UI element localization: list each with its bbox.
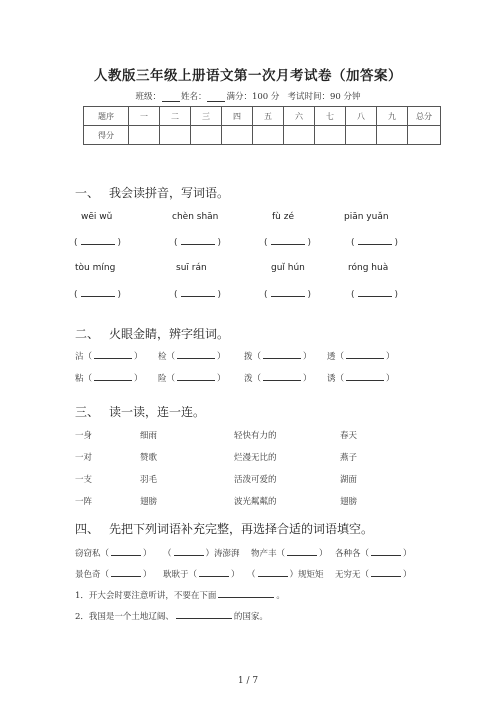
score-cell[interactable] [346,126,377,145]
fill-word-1[interactable]: 窃窃私（ ） [75,549,152,559]
answer-blank-2[interactable]: ( ) [174,238,222,248]
section1-title: 我会读拼音，写词语。 [109,186,230,200]
word-group-1[interactable]: 沾（ ） [75,352,143,362]
section4-title: 先把下列词语补充完整，再选择合适的词语填空。 [109,522,374,536]
pinyin-4: piān yuǎn [344,212,389,222]
score-cell[interactable] [284,126,315,145]
score-cell[interactable] [222,126,253,145]
match-measure-3[interactable]: 一支 [75,475,93,485]
answer-blank-7[interactable]: ( ) [264,290,312,300]
section3-title: 读一读，连一连。 [109,405,206,419]
match-measure-2[interactable]: 一对 [75,453,93,463]
match-noun-3[interactable]: 羽毛 [140,475,158,485]
section2-number: 二、 [75,327,100,341]
match-adj-4[interactable]: 波光粼粼的 [234,497,277,507]
match-target-3[interactable]: 湖面 [340,475,358,485]
score-header-cell: 四 [222,107,253,126]
word-group-7[interactable]: 泼（ ） [244,374,312,384]
score-header-cell: 九 [377,107,408,126]
match-adj-2[interactable]: 烂漫无比的 [234,453,277,463]
word-group-8[interactable]: 诱（ ） [327,374,395,384]
match-noun-1[interactable]: 细雨 [140,431,158,441]
score-header-cell: 六 [284,107,315,126]
section1-heading [75,184,229,201]
section2-heading [75,325,229,342]
match-measure-4[interactable]: 一阵 [75,497,93,507]
answer-blank-5[interactable]: ( ) [74,290,122,300]
match-adj-3[interactable]: 活泼可爱的 [234,475,277,485]
exam-time: 考试时间：90 分钟 [287,92,361,102]
name-blank [207,93,225,102]
word-group-5[interactable]: 粘（ ） [75,374,143,384]
score-table [83,106,441,145]
fill-word-2[interactable]: （ ）涛澎湃 [163,549,240,559]
answer-blank-4[interactable]: ( ) [351,238,399,248]
pinyin-3: fù zé [272,212,294,222]
match-target-4[interactable]: 翅膀 [340,497,358,507]
score-cell[interactable] [408,126,441,145]
class-label: 班级： [135,92,161,102]
word-group-3[interactable]: 拨（ ） [244,352,312,362]
pinyin-8: róng huà [348,263,389,273]
score-header-cell: 题序 [84,107,129,126]
page-title: 人教版三年级上册语文第一次月考试卷（加答案） [94,68,402,84]
section1-number: 一、 [75,186,100,200]
fill-word-6[interactable]: 耿耿于（ ） [163,570,240,580]
page-number: 1 / 7 [237,676,259,686]
fill-word-8[interactable]: 无穷无（ ） [335,570,412,580]
section3-number: 三、 [75,405,100,419]
match-target-2[interactable]: 燕子 [340,453,358,463]
answer-blank-6[interactable]: ( ) [174,290,222,300]
pinyin-2: chèn shān [172,212,219,222]
score-cell[interactable] [377,126,408,145]
score-cell[interactable] [160,126,191,145]
score-cell[interactable] [191,126,222,145]
score-row-label: 得分 [84,126,129,145]
word-group-2[interactable]: 检（ ） [158,352,226,362]
class-blank [162,93,180,102]
fill-word-3[interactable]: 物产丰（ ） [251,549,328,559]
match-measure-1[interactable]: 一身 [75,431,93,441]
answer-blank-3[interactable]: ( ) [264,238,312,248]
sentence-2[interactable]: 2．我国是一个土地辽阔、 的国家。 [75,612,268,622]
match-adj-1[interactable]: 轻快有力的 [234,431,277,441]
answer-blank-1[interactable]: ( ) [74,238,122,248]
score-cell[interactable] [315,126,346,145]
score-cell[interactable] [253,126,284,145]
score-header-cell: 七 [315,107,346,126]
pinyin-7: guǐ hún [271,263,305,273]
match-noun-2[interactable]: 赞歌 [140,453,158,463]
section4-heading [75,520,373,537]
match-target-1[interactable]: 春天 [340,431,358,441]
fill-word-4[interactable]: 各种各（ ） [335,549,412,559]
pinyin-6: suī rán [176,263,207,273]
score-header-cell: 一 [129,107,160,126]
score-table-score-row [84,126,441,145]
answer-blank-8[interactable]: ( ) [351,290,399,300]
pinyin-5: tòu míng [75,263,116,273]
word-group-4[interactable]: 透（ ） [327,352,395,362]
section3-heading [75,403,205,420]
sentence-1[interactable]: 1．开大会时要注意听讲，不要在下面 。 [75,591,285,601]
match-noun-4[interactable]: 翅膀 [140,497,158,507]
exam-info [0,90,496,102]
section4-number: 四、 [75,522,100,536]
section2-title: 火眼金睛，辨字组词。 [109,327,230,341]
score-table-header-row [84,107,441,126]
fill-word-7[interactable]: （ ）规矩矩 [247,570,324,580]
pinyin-1: wēi wǔ [81,212,113,222]
name-label: 姓名： [180,92,207,102]
full-score: 满分：100 分 [226,92,280,102]
score-header-cell: 总分 [408,107,441,126]
score-header-cell: 三 [191,107,222,126]
score-cell[interactable] [129,126,160,145]
score-header-cell: 八 [346,107,377,126]
word-group-6[interactable]: 险（ ） [158,374,226,384]
score-header-cell: 二 [160,107,191,126]
score-header-cell: 五 [253,107,284,126]
fill-word-5[interactable]: 景色奇（ ） [75,570,152,580]
